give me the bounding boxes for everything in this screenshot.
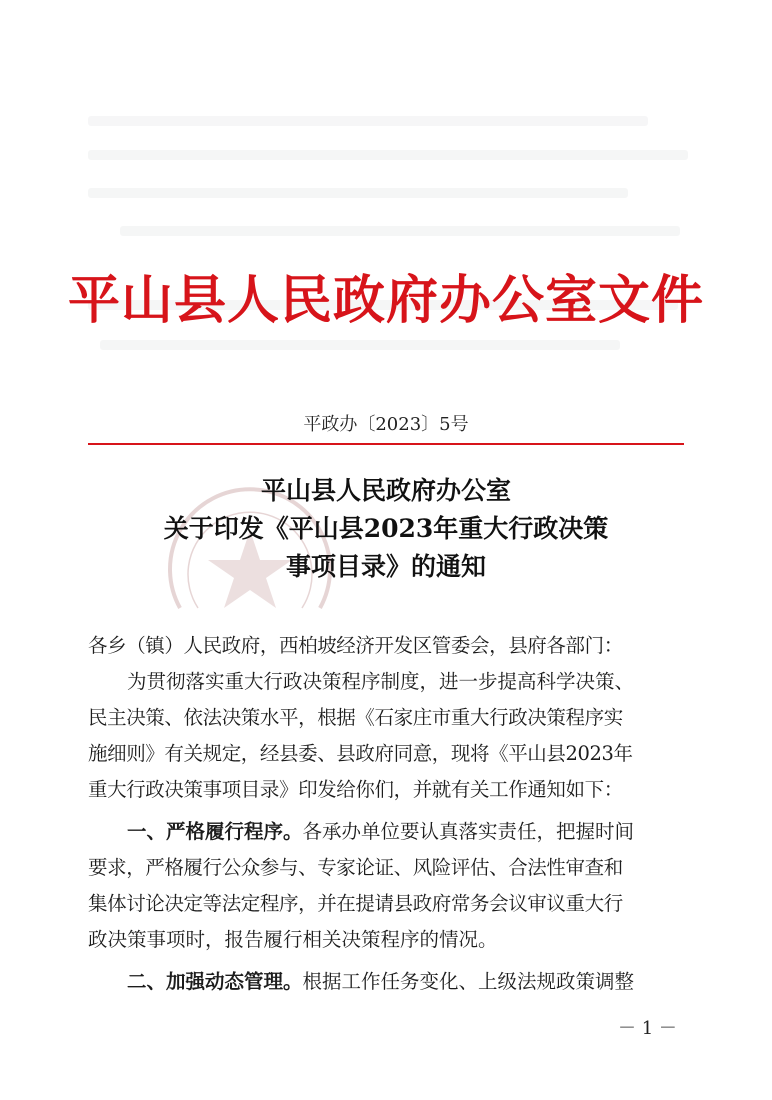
notice-body (88, 628, 692, 1000)
page-number: － 1 － (618, 1018, 677, 1039)
addressee-line: 各乡（镇）人民政府，西柏坡经济开发区管委会，县府各部门： (88, 634, 623, 657)
section-1-first-line (88, 814, 692, 850)
section-2-text: 根据工作任务变化、上级法规政策调整 (302, 970, 635, 993)
bleed-through-texture (0, 0, 772, 420)
section-2-heading: 二、加强动态管理。 (127, 970, 303, 993)
section-1-line: 政决策事项时，报告履行相关决策程序的情况。 (88, 928, 498, 951)
intro-line: 重大行政决策事项目录》印发给你们，并就有关工作通知如下： (88, 778, 623, 801)
title-line-2: 关于印发《平山县2023年重大行政决策 (163, 514, 609, 543)
section-2-first-line (88, 964, 692, 1000)
document-number: 平政办〔2023〕5号 (303, 414, 469, 435)
title-line-1: 平山县人民政府办公室 (260, 476, 511, 505)
issuer-title: 平山县人民政府办公室文件 (67, 271, 704, 331)
intro-line: 为贯彻落实重大行政决策程序制度，进一步提高科学决策、 (127, 670, 635, 693)
notice-title (0, 472, 772, 586)
intro-line: 施细则》有关规定，经县委、县政府同意，现将《平山县2023年 (88, 742, 633, 765)
section-1-heading: 一、严格履行程序。 (127, 820, 303, 843)
title-line-3: 事项目录》的通知 (285, 552, 486, 581)
red-divider-line (88, 443, 684, 445)
section-1-text: 各承办单位要认真落实责任，把握时间 (302, 820, 635, 843)
section-1-line: 要求，严格履行公众参与、专家论证、风险评估、合法性审查和 (88, 856, 623, 879)
intro-line: 民主决策、依法决策水平，根据《石家庄市重大行政决策程序实 (88, 706, 623, 729)
section-1-line: 集体讨论决定等法定程序，并在提请县政府常务会议审议重大行 (88, 892, 623, 915)
